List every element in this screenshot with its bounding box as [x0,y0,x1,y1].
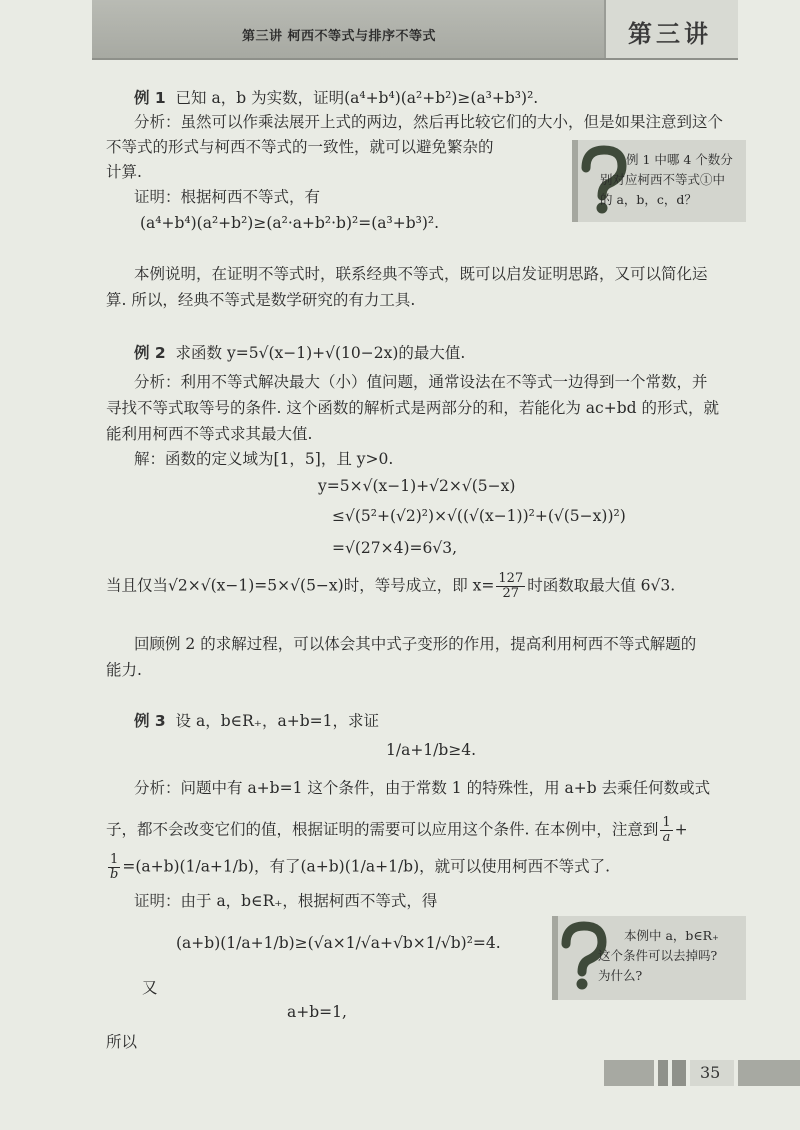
ex1-remark-line1: 本例说明，在证明不等式时，联系经典不等式，既可以启发证明思路，又可以简化运 [134,265,708,283]
ex2-statement: 例 2 求函数 y=5√(x−1)+√(10−2x)的最大值. [134,344,466,362]
ex2-solution: 解：函数的定义域为[1，5]，且 y>0. [134,450,394,468]
page-header [92,0,738,60]
ex3-statement: 例 3 设 a，b∈R₊，a+b=1，求证 [134,712,379,730]
ex2-review-line2: 能力. [106,661,142,679]
solution-label: 解： [134,450,166,468]
ex3-also: 又 [142,979,158,997]
proof-label: 证明： [134,892,181,910]
note1-line2: 别对应柯西不等式①中 [600,172,726,187]
ex3-proof-formula: (a+b)(1/a+1/b)≥(√a×1/√a+√b×1/√b)²=4. [176,934,501,952]
ex1-remark-line2: 算. 所以，经典不等式是数学研究的有力工具. [106,291,416,309]
ex1-analysis-line3: 计算. [106,163,142,181]
ex2-step2: ≤√(5²+(√2)²)×√((√(x−1))²+(√(5−x))²) [332,507,626,525]
ex3-analysis: 分析：问题中有 a+b=1 这个条件，由于常数 1 的特殊性，用 a+b 去乘任何数或式 [134,779,711,797]
ex3-claim: 1/a+1/b≥4. [386,741,477,759]
footer-bar-3 [672,1060,686,1086]
page-number: 35 [700,1063,721,1082]
ex2-analysis-line3: 能利用柯西不等式求其最大值. [106,425,313,443]
note2-line1: 本例中 a，b∈R₊ [624,928,719,943]
ex2-step1: y=5×√(x−1)+√2×√(5−x) [318,477,516,495]
ex2-step3: =√(27×4)=6√3, [332,539,458,557]
analysis-label: 分析： [134,113,181,131]
ex1-analysis-line2: 不等式的形式与柯西不等式的一致性，就可以避免繁杂的 [106,138,494,156]
analysis-label: 分析： [134,373,181,391]
ex2-analysis: 分析：利用不等式解决最大（小）值问题，通常设法在不等式一边得到一个常数，并 [134,373,708,391]
ex3-analysis-line2: 子，都不会改变它们的值，根据证明的需要可以应用这个条件. 在本例中，注意到 $\frac{1}{a}$ + [106,815,688,845]
note1-line1: 例 1 中哪 4 个数分 [626,152,733,167]
ex2-label: 例 2 [134,344,166,362]
ex2-review-line1: 回顾例 2 的求解过程，可以体会其中式子变形的作用，提高利用柯西不等式解题的 [134,635,697,653]
ex3-proof: 证明：由于 a，b∈R₊，根据柯西不等式，得 [134,892,438,910]
proof-label: 证明： [134,188,181,206]
header-title: 第三讲 柯西不等式与排序不等式 [242,29,437,44]
note2-line2: 这个条件可以去掉吗? [598,948,718,963]
note2-line3: 为什么? [598,968,643,983]
margin-note-1 [572,140,746,222]
footer-bar-1 [604,1060,654,1086]
ex1-proof: 证明：根据柯西不等式，有 [134,188,321,206]
ex1-analysis: 分析：虽然可以作乘法展开上式的两边，然后再比较它们的大小，但是如果注意到这个 [134,113,724,131]
note1-line3: 的 a，b，c，d？ [600,192,697,207]
ex2-equality: 当且仅当√2×√(x−1)=5×√(5−x)时，等号成立，即 x= $\frac{127}{27}$ 时函数取最大值 6√3. [106,571,676,601]
footer-bar-2 [658,1060,668,1086]
ex2-analysis-line2: 寻找不等式取等号的条件. 这个函数的解析式是两部分的和，若能化为 ac+bd 的形式，就 [106,399,719,417]
ex1-label: 例 1 [134,89,166,107]
ex3-analysis-line3: $\frac{1}{b}$ =(a+b)(1/a+1/b)，有了(a+b)(1/a+1/b)，就可以使用柯西不等式了. [110,852,611,882]
chapter-tab [604,0,738,58]
footer-bar-4 [738,1060,800,1086]
ex3-condition: a+b=1, [287,1003,347,1021]
margin-note-2 [552,916,746,1000]
ex1-proof-formula: (a⁴+b⁴)(a²+b²)≥(a²·a+b²·b)²=(a³+b³)². [140,214,440,232]
ex3-therefore: 所以 [106,1033,138,1051]
chapter-tab-label: 第三讲 [628,20,712,48]
ex3-label: 例 3 [134,712,166,730]
analysis-label: 分析： [134,779,181,797]
ex1-statement: 例 1 已知 a，b 为实数，证明(a⁴+b⁴)(a²+b²)≥(a³+b³)². [134,89,539,107]
